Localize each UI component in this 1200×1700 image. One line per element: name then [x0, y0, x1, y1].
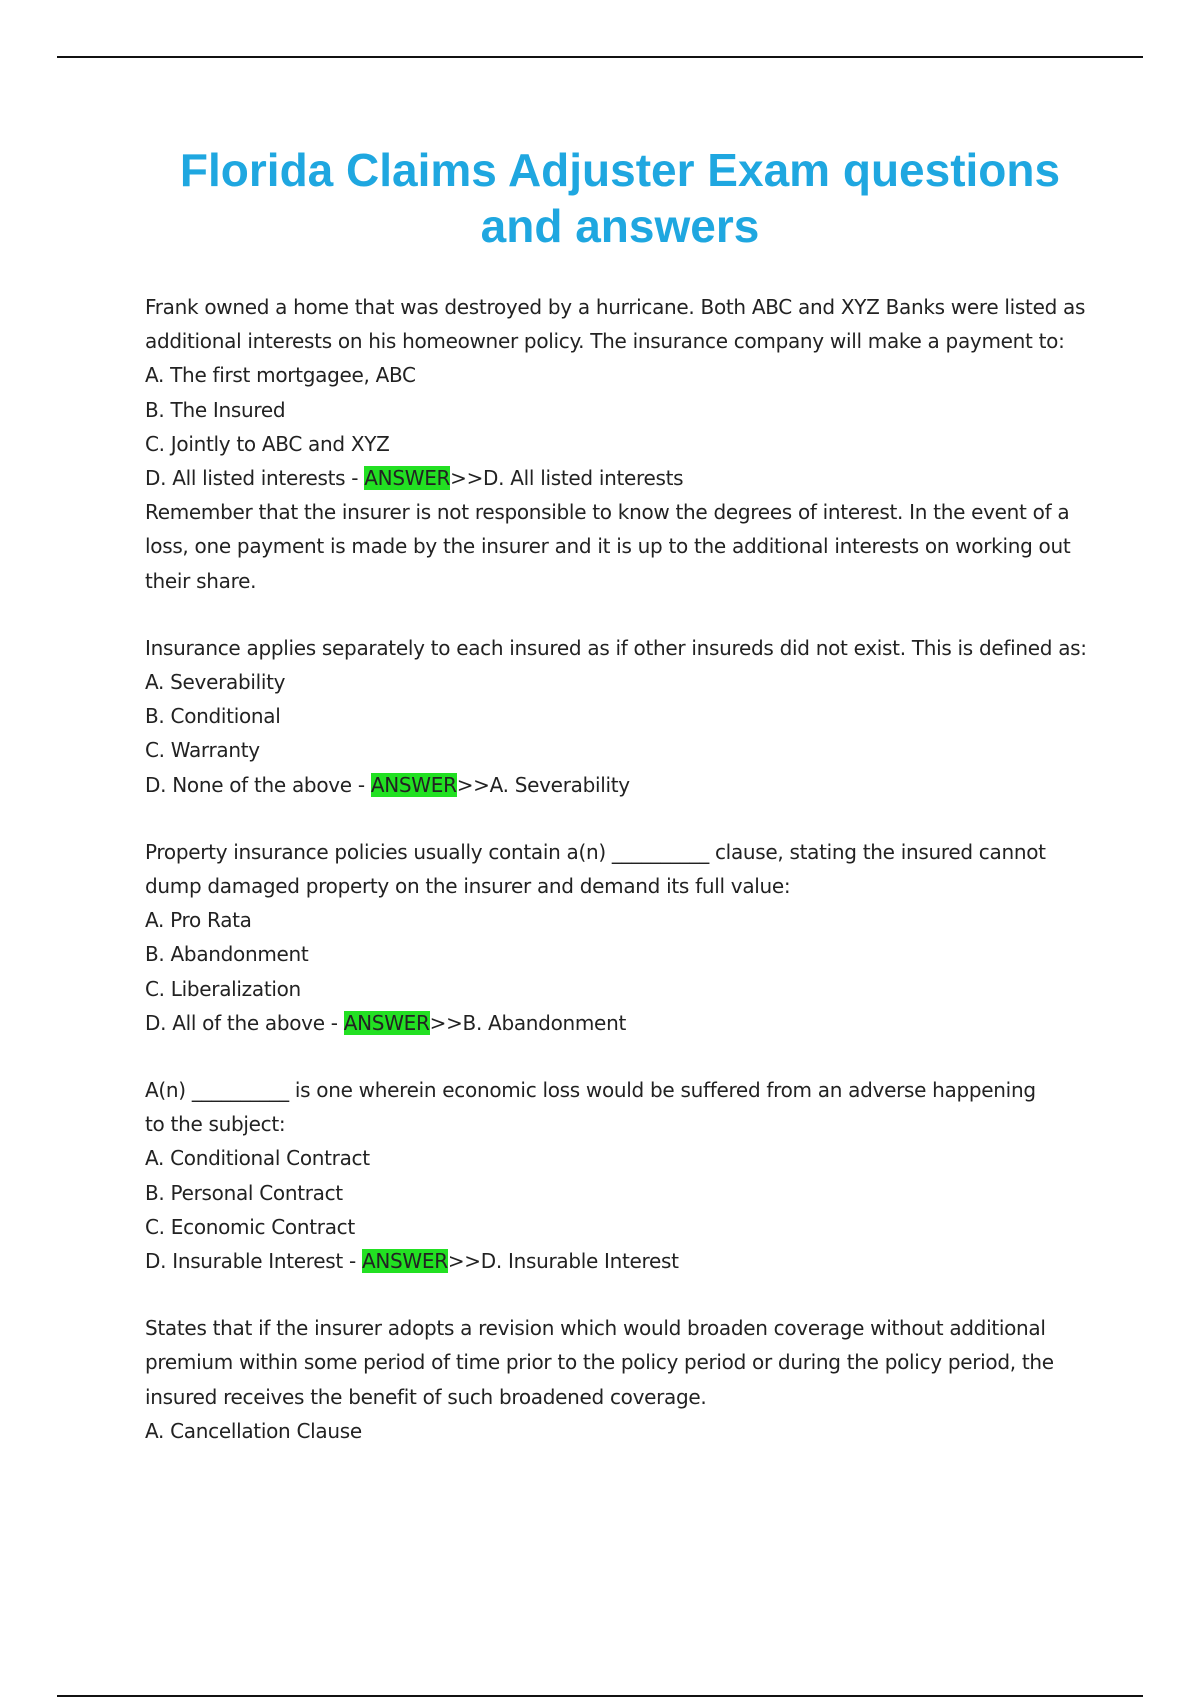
answer-option: A. Conditional Contract: [145, 1146, 370, 1171]
question-block: [145, 290, 1095, 598]
title-line-2: and answers: [480, 200, 760, 252]
answer-option: C. Liberalization: [145, 976, 301, 1001]
answer-text: >>D. Insurable Interest: [447, 1249, 679, 1274]
question-stem: States that if the insurer adopts a revision which would broaden coverage without additional: [145, 1316, 1046, 1341]
question-stem: insured receives the benefit of such broadened coverage.: [145, 1384, 707, 1409]
answer-option: B. Conditional: [145, 704, 281, 729]
answer-option-text: D. All listed interests -: [145, 466, 365, 491]
answer-text: >>D. All listed interests: [450, 466, 684, 491]
answer-option: A. Pro Rata: [145, 908, 252, 933]
explanation-text: their share.: [145, 568, 257, 593]
question-block: [145, 1311, 1095, 1448]
question-block: [145, 1073, 1095, 1278]
question-block: [145, 835, 1095, 1040]
answer-option: B. The Insured: [145, 397, 286, 422]
question-stem: A(n) __________ is one wherein economic loss would be suffered from an adverse happening: [145, 1078, 1036, 1103]
answer-option: A. Severability: [145, 670, 286, 695]
explanation-text: loss, one payment is made by the insurer and it is up to the additional interests on working out: [145, 534, 1071, 559]
question-stem: premium within some period of time prior to the policy period or during the policy period, the: [145, 1350, 1054, 1375]
answer-option: C. Warranty: [145, 738, 260, 763]
top-rule: [57, 56, 1143, 58]
answer-option: B. Abandonment: [145, 942, 309, 967]
title-line-1: Florida Claims Adjuster Exam questions: [179, 144, 1061, 196]
answer-option-text: D. All of the above -: [145, 1010, 344, 1035]
question-stem: Insurance applies separately to each insured as if other insureds did not exist. This is defined as:: [145, 635, 1087, 660]
answer-highlight: ANSWER: [370, 772, 457, 797]
answer-option-text: D. Insurable Interest -: [145, 1249, 362, 1274]
answer-option-with-answer: [145, 1244, 1095, 1278]
answer-highlight: ANSWER: [364, 466, 451, 491]
answer-highlight: ANSWER: [343, 1010, 430, 1035]
answer-option-text: D. None of the above -: [145, 772, 371, 797]
question-stem: to the subject:: [145, 1112, 286, 1137]
answer-text: >>B. Abandonment: [429, 1010, 626, 1035]
explanation-text: Remember that the insurer is not responsible to know the degrees of interest. In the event of a: [145, 500, 1070, 525]
answer-option-with-answer: [145, 461, 1095, 495]
answer-option: C. Jointly to ABC and XYZ: [145, 431, 390, 456]
answer-option: A. The first mortgagee, ABC: [145, 363, 416, 388]
answer-option-with-answer: [145, 1006, 1095, 1040]
answer-highlight: ANSWER: [361, 1249, 448, 1274]
document-title: [130, 142, 1110, 254]
bottom-rule: [57, 1695, 1143, 1697]
answer-option: B. Personal Contract: [145, 1180, 343, 1205]
question-stem: Property insurance policies usually contain a(n) __________ clause, stating the insured cannot: [145, 839, 1046, 864]
answer-option-with-answer: [145, 768, 1095, 802]
answer-option: C. Economic Contract: [145, 1214, 355, 1239]
answer-text: >>A. Severability: [456, 772, 630, 797]
questions-list: [145, 290, 1095, 1481]
question-stem: additional interests on his homeowner policy. The insurance company will make a payment to:: [145, 329, 1065, 354]
question-block: [145, 631, 1095, 802]
question-stem: dump damaged property on the insurer and demand its full value:: [145, 874, 791, 899]
answer-option: A. Cancellation Clause: [145, 1418, 362, 1443]
question-stem: Frank owned a home that was destroyed by a hurricane. Both ABC and XYZ Banks were listed as: [145, 295, 1086, 319]
